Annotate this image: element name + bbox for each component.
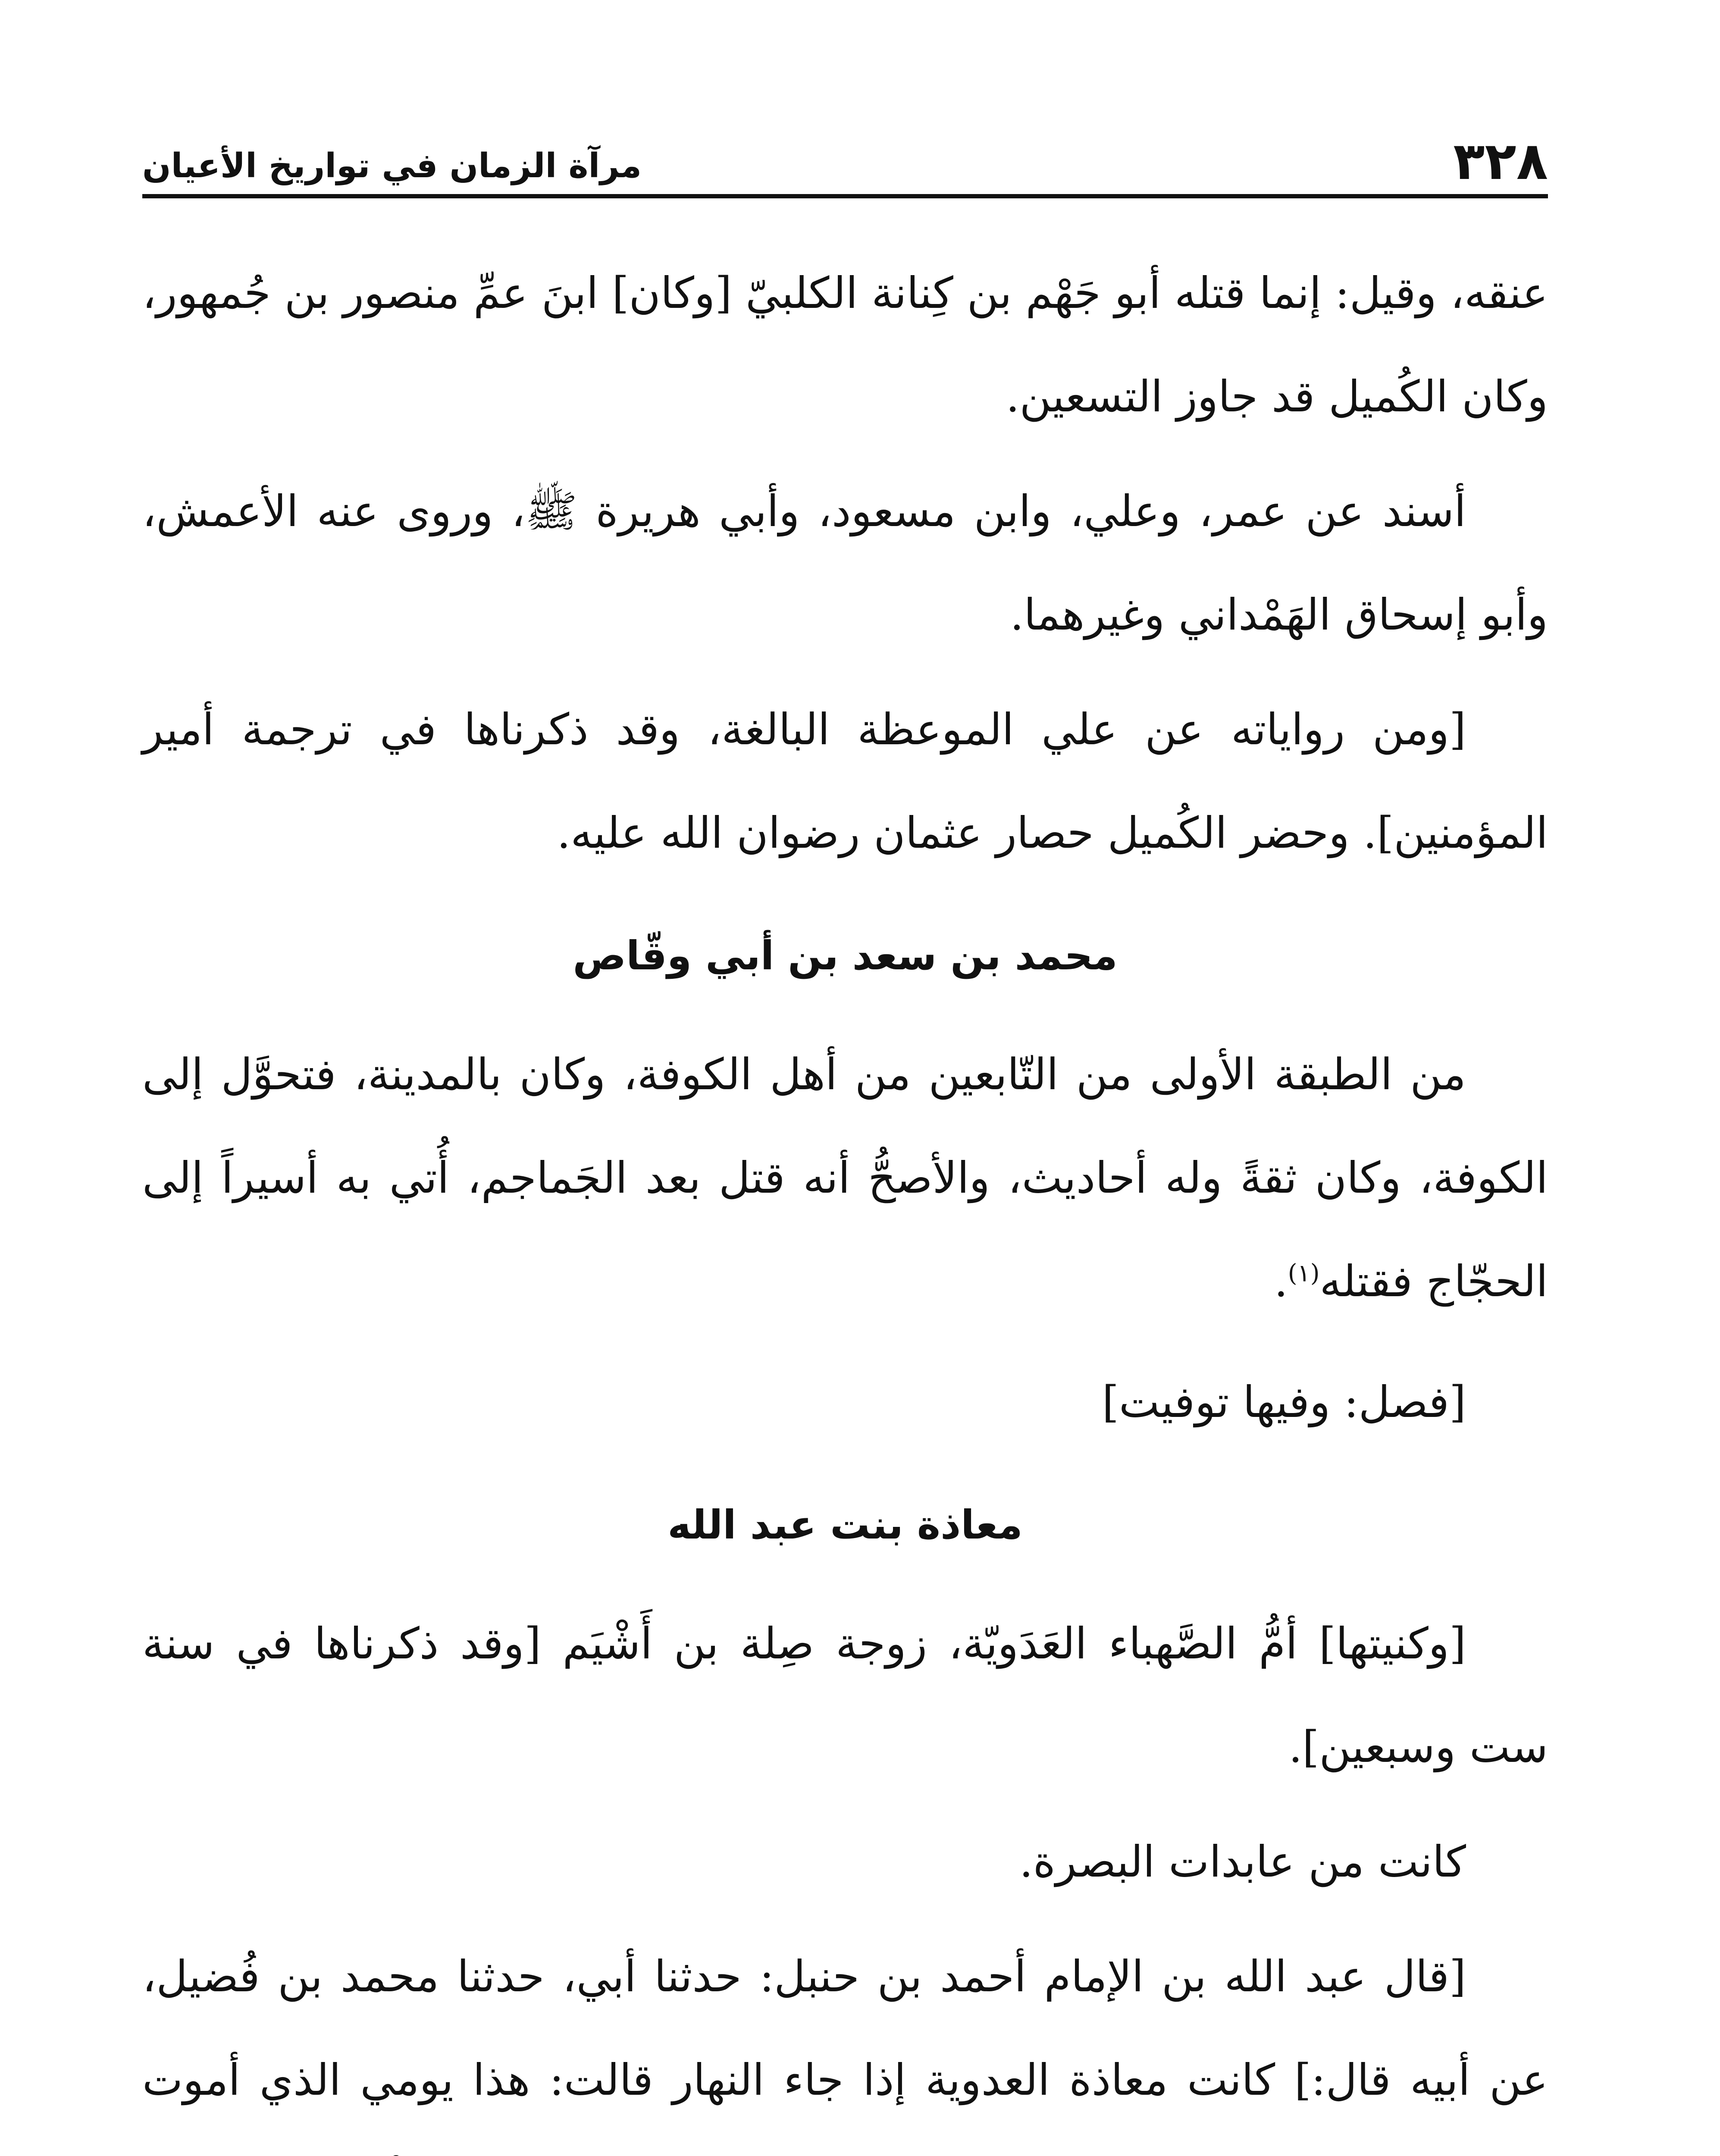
footnote-ref: (١) [1288,1259,1320,1288]
section-heading: معاذة بنت عبد الله [667,1502,1023,1548]
main-text [142,241,1548,2156]
section-heading: محمد بن سعد بن أبي وقّاص [573,933,1118,979]
paragraph: أسند عن عمر، وعلي، وابن مسعود، وأبي هريرة ﷺ، وروى عنه الأعمش، وأبو إسحاق الهَمْداني وغيرهما. [142,486,1548,640]
paragraph: من الطبقة الأولى من التّابعين من أهل الكوفة، وكان بالمدينة، فتحوَّل إلى الكوفة، وكان ثقةً وله أحاديث، والأصحُّ أنه قتل بعد الجَماجم، أُتي به أسيراً إلى الحجّاج فقتله$^{(١)}$. [142,1049,1548,1307]
paragraph-text: من الطبقة الأولى من التّابعين من أهل الكوفة، وكان بالمدينة، فتحوَّل إلى الكوفة، وكان ثقةً وله أحاديث، والأصحُّ أنه قتل بعد الجَماجم، أُتي به أسيراً إلى الحجّاج فقتله [142,1049,1548,1307]
paragraph: كانت من عابدات البصرة. [1019,1836,1466,1887]
paragraph: عنقه، وقيل: إنما قتله أبو جَهْم بن كِنانة الكلبيّ [وكان] ابنَ عمِّ منصور بن جُمهور، وكان الكُميل قد جاوز التسعين. [142,268,1548,422]
paragraph [142,1925,1548,2156]
paragraph: [وكنيتها] أمُّ الصَّهباء العَدَويّة، زوجة صِلة بن أَشْيَم [وقد ذكرناها في سنة ست وسبعين]. [142,1618,1548,1772]
running-header [142,129,1548,198]
book-title: مرآة الزمان في تواريخ الأعيان [142,147,642,185]
fasl-note: [فصل: وفيها توفيت] [1102,1377,1466,1427]
paragraph: [ومن رواياته عن علي الموعظة البالغة، وقد ذكرناها في ترجمة أمير المؤمنين]. وحضر الكُميل حصار عثمان رضوان الله عليه. [142,704,1548,858]
page-number: ٣٢٨ [1453,132,1548,191]
paragraph-text: [قال عبد الله بن الإمام أحمد بن حنبل: حدثنا أبي، حدثنا محمد بن فُضيل، عن أبيه قال:] كانت معاذة العدوية إذا جاء النهار قالت: هذا يومي الذي أموت [142,1951,1548,2105]
